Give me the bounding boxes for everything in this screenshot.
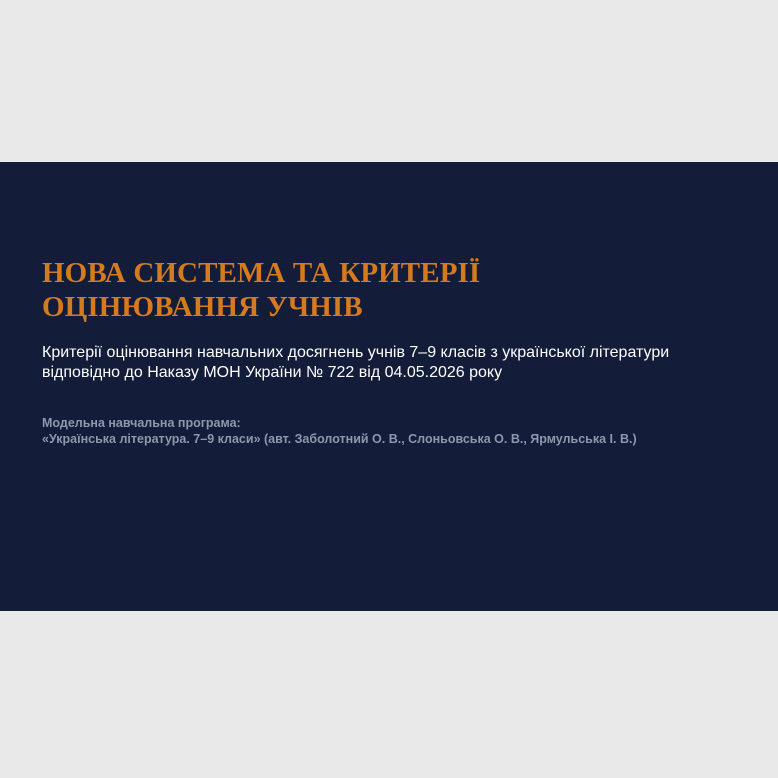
model-program xyxy=(42,415,762,447)
slide-title-line-1: НОВА СИСТЕМА ТА КРИТЕРІЇ xyxy=(42,257,481,289)
slide-subtitle-line-1: Критерії оцінювання навчальних досягнень учнів 7–9 класів з української літератури xyxy=(42,344,670,361)
slide-subtitle-line-2: відповідно до Наказу МОН України № 722 від 04.05.2026 року xyxy=(42,364,503,381)
title-slide xyxy=(0,162,778,611)
model-program-name: «Українська література. 7–9 класи» (авт. Заболотний О. В., Слоньовська О. В., Ярмульська І. В.) xyxy=(42,432,637,446)
slide-title xyxy=(42,256,742,324)
slide-subtitle xyxy=(42,343,752,383)
slide-title-line-2: ОЦІНЮВАННЯ УЧНІВ xyxy=(42,291,363,323)
model-program-label: Модельна навчальна програма: xyxy=(42,416,241,430)
